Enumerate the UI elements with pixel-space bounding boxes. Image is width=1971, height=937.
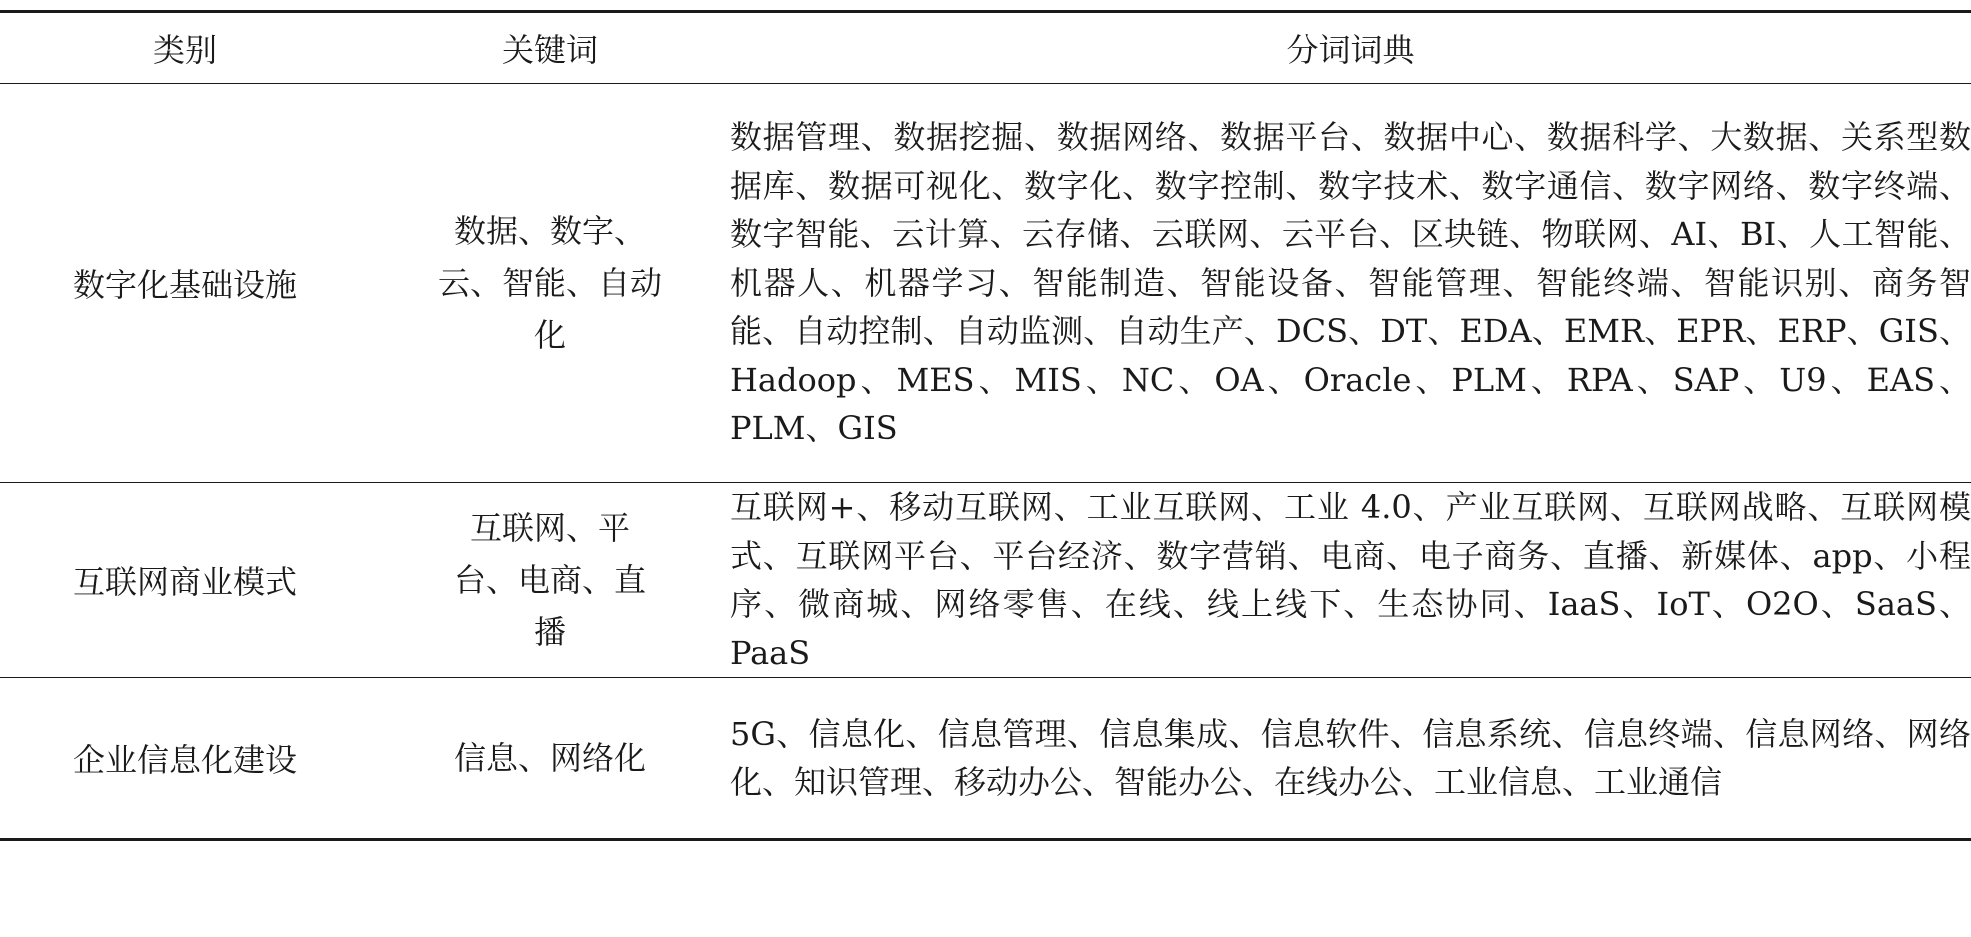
keywords-text: 互联网、平台、电商、直播 xyxy=(453,509,646,651)
header-dictionary: 分词词典 xyxy=(1286,31,1415,69)
dictionary-cell xyxy=(730,483,1971,678)
table-row xyxy=(0,678,1971,840)
dictionary-text: 5G、信息化、信息管理、信息集成、信息软件、信息系统、信息终端、信息网络、网络化、知识管理、移动办公、智能办公、在线办公、工业信息、工业通信 xyxy=(730,714,1971,801)
table-row xyxy=(0,84,1971,483)
dictionary-cell xyxy=(730,678,1971,840)
dictionary-cell xyxy=(730,84,1971,483)
keywords-cell xyxy=(370,678,730,840)
keywords-text: 数据、数字、云、智能、自动化 xyxy=(437,212,662,354)
dictionary-text: 数据管理、数据挖掘、数据网络、数据平台、数据中心、数据科学、大数据、关系型数据库、数据可视化、数字化、数字控制、数字技术、数字通信、数字网络、数字终端、数字智能、云计算、云存储、云联网、云平台、区块链、物联网、AI、BI、人工智能、机器人、机器学习、智能制造、智能设备、智能管理、智能终端、智能识别、商务智能、自动控制、自动监测、自动生产、DCS、DT、EDA、EMR、EPR、ERP、GIS、Hadoop、MES、MIS、NC、OA、Oracle、PLM、RPA、SAP、U9、EAS、PLM、GIS xyxy=(730,118,1971,448)
keywords-cell xyxy=(370,483,730,678)
category-cell: 数字化基础设施 xyxy=(72,266,297,304)
table-header-row xyxy=(0,12,1971,84)
category-cell: 互联网商业模式 xyxy=(72,563,297,601)
header-category: 类别 xyxy=(152,31,217,69)
keywords-text: 信息、网络化 xyxy=(453,739,646,777)
category-cell: 企业信息化建设 xyxy=(72,741,297,779)
keywords-cell xyxy=(370,84,730,483)
header-keywords: 关键词 xyxy=(501,31,598,69)
keyword-dictionary-table xyxy=(0,10,1971,841)
dictionary-text: 互联网+、移动互联网、工业互联网、工业 4.0、产业互联网、互联网战略、互联网模式、互联网平台、平台经济、数字营销、电商、电子商务、直播、新媒体、app、小程序、微商城、网络零售、在线、线上线下、生态协同、IaaS、IoT、O2O、SaaS、PaaS xyxy=(730,488,1971,672)
table-row xyxy=(0,483,1971,678)
